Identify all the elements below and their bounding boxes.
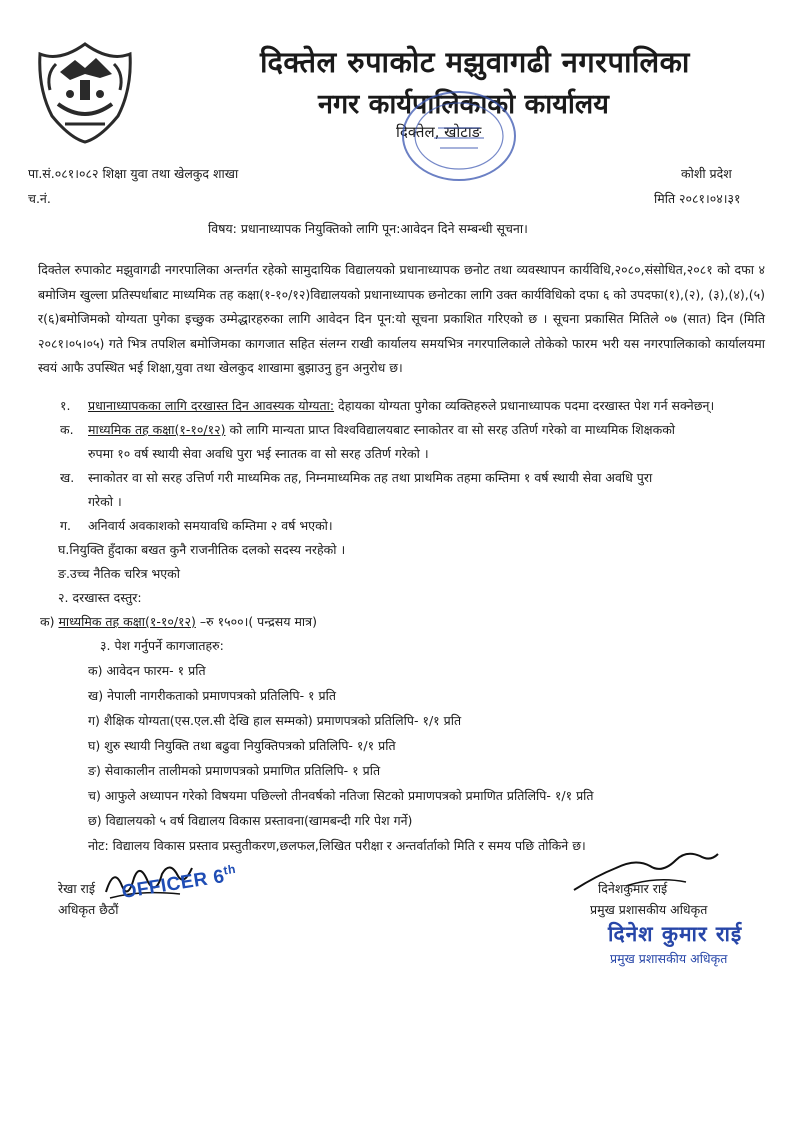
document-item: च) आफुले अध्यापन गरेको विषयमा पछिल्लो तीनवर्षको नतिजा सिटको प्रमाणपत्रको प्रमाणित प्रतिलिपि- १/१ प्रति	[88, 788, 594, 803]
item-kha-label: ख.	[60, 470, 75, 485]
item-ka-label: क.	[60, 422, 74, 437]
item-ka-underlined: माध्यमिक तह कक्षा(१-१०/१२)	[88, 422, 226, 437]
office-seal-stamp	[398, 88, 520, 184]
notice-date: मिति २०८१।०४।३१	[654, 191, 741, 206]
note: नोट: विद्यालय विकास प्रस्ताव प्रस्तुतीकरण,छलफल,लिखित परीक्षा र अन्तर्वार्ताको मिति र समय पछि तोकिने छ।	[88, 838, 586, 853]
item-kha-line2: गरेको ।	[88, 494, 122, 509]
left-signatory-title: अधिकृत छैठौं	[58, 902, 119, 917]
section3-heading: ३. पेश गर्नुपर्ने कागजातहरु:	[100, 638, 224, 653]
document-item: ख) नेपाली नागरीकताको प्रमाणपत्रको प्रतिलिपि- १ प्रति	[88, 688, 337, 703]
item-gha-text: घ.नियुक्ति हुँदाका बखत कुनै राजनीतिक दलको सदस्य नरहेको ।	[58, 542, 346, 557]
item-ga-label: ग.	[60, 518, 72, 533]
section1-line	[88, 394, 714, 418]
right-signatory-name: दिनेशकुमार राई	[598, 881, 668, 896]
title-stamp: प्रमुख प्रशासकीय अधिकृत	[610, 951, 728, 966]
officer-stamp: OFFICER 6th	[120, 861, 237, 904]
office-location: दिक्तेल, खोटाङ	[396, 123, 482, 141]
section1-number: १.	[60, 398, 71, 413]
fee-amount: –रु १५००।( पन्द्रसय मात्र)	[195, 614, 317, 629]
left-signatory-name: रेखा राई	[58, 881, 96, 896]
reference-number: पा.सं.०८१।०८२ शिक्षा युवा तथा खेलकुद शाखा	[28, 166, 239, 181]
province: कोशी प्रदेश	[681, 166, 732, 181]
item-ka-line2: रुपमा १० वर्ष स्थायी सेवा अवधि पुरा भई स्नातक वा सो सरह उतिर्ण गरेको ।	[88, 446, 429, 461]
dispatch-number: च.नं.	[28, 191, 51, 206]
item-nga-text: ङ.उच्च नैतिक चरित्र भएको	[58, 566, 180, 581]
document-item: ङ) सेवाकालीन तालीमको प्रमाणपत्रको प्रमाणित प्रतिलिपि- १ प्रति	[88, 763, 381, 778]
item-ga-text: अनिवार्य अवकाशको समयावधि कम्तिमा २ वर्ष भएको।	[88, 518, 333, 533]
section1-heading: प्रधानाध्यापकका लागि दरखास्त दिन आवस्यक योग्यता:	[88, 398, 335, 413]
notice-subject: विषय: प्रधानाध्यापक नियुक्तिको लागि पून:आवेदन दिने सम्बन्धी सूचना।	[208, 221, 528, 236]
document-item: ग) शैक्षिक योग्यता(एस.एल.सी देखि हाल सम्मको) प्रमाणपत्रको प्रतिलिपि- १/१ प्रति	[88, 713, 462, 728]
municipality-name: दिक्तेल रुपाकोट मझुवागढी नगरपालिका	[260, 45, 690, 79]
notice-body: दिक्तेल रुपाकोट मझुवागढी नगरपालिका अन्तर्गत रहेको सामुदायिक विद्यालयको प्रधानाध्यापक छनोट तथा व्यवस्थापन कार्यविधि,२०८०,संसोधित,२०८१ को दफा ४ बमोजिम खुल्ला प्रतिस्पर्धाबाट माध्यमिक तह कक्षा(१-१०/१२)विद्यालयको प्रधानाध्यापक छनोटका लागि उक्त कार्यविधिको दफा ६ को उपदफा(१),(२), (३),(४),(५) र(६)बमोजिमको योग्यता पुगेका इच्छुक उम्मेद्धारहरुका लागि आवेदन दिन पून:यो सूचना प्रकाशित गरिएको छ । सूचना प्रकासित मितिले ०७ (सात) दिन (मिति २०८१।०५।०५) गते भित्र तपशिल बमोजिमका कागजात सहित संलग्न राखी कार्यालय समयभित्र नगरपालिकाले तोकेको फारम भरी यस नगरपालिकाको कार्यालयमा स्वयं आफै उपस्थित भई शिक्षा,युवा तथा खेलकुद शाखामा बुझाउनु हुन अनुरोध छ।	[38, 262, 765, 376]
item-ka-text: को लागि मान्यता प्राप्त विश्वविद्यालयबाट स्नाकोतर वा सो सरह उतिर्ण गरेको वा माध्यमिक शिक्षकको	[225, 422, 676, 437]
document-item: क) आवेदन फारम- १ प्रति	[88, 663, 206, 678]
section1-text: देहायका योग्यता पुगेका व्यक्तिहरुले प्रधानाध्यापक पदमा दरखास्त पेश गर्न सक्नेछन्।	[334, 398, 715, 413]
office-name: नगर कार्यपालिकाको कार्यालय	[318, 89, 609, 120]
item-ka-line1	[88, 418, 766, 442]
section2-fee	[40, 610, 317, 634]
fee-level: माध्यमिक तह कक्षा(१-१०/१२)	[58, 614, 196, 629]
item-kha-line1: स्नाकोतर वा सो सरह उत्तिर्ण गरी माध्यमिक तह, निम्नमाध्यमिक तह तथा प्राथमिक तहमा कम्तिमा १ वर्ष स्थायी सेवा अवधि पुरा	[88, 470, 653, 485]
section2-heading: २. दरखास्त दस्तुर:	[58, 590, 142, 605]
name-stamp: दिनेश कुमार राई	[608, 922, 743, 946]
government-emblem	[30, 34, 140, 146]
right-signatory-title: प्रमुख प्रशासकीय अधिकृत	[590, 902, 708, 917]
document-item: छ) विद्यालयको ५ वर्ष विद्यालय विकास प्रस्तावना(खामबन्दी गरि पेश गर्ने)	[88, 813, 413, 828]
fee-label: क)	[40, 614, 59, 629]
document-item: घ) शुरु स्थायी नियुक्ति तथा बढुवा नियुक्तिपत्रको प्रतिलिपि- १/१ प्रति	[88, 738, 396, 753]
